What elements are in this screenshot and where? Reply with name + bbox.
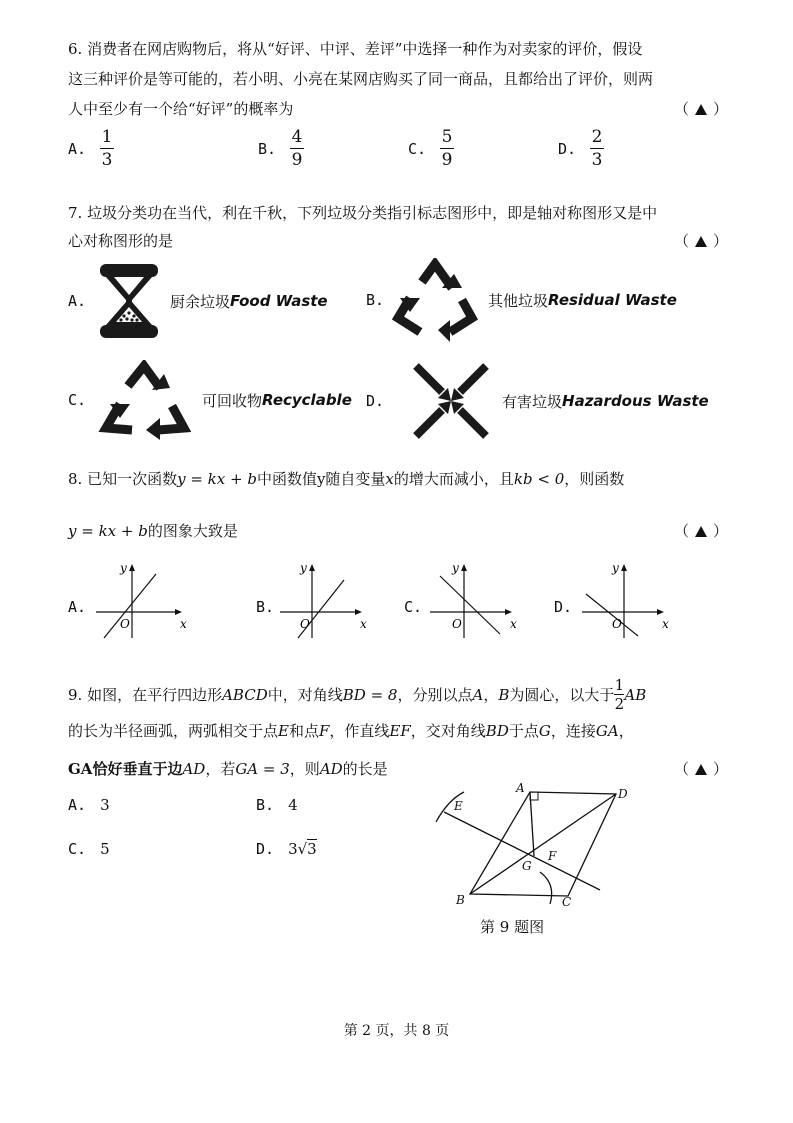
q7-option-d-cn: 有害垃圾 [502,392,563,411]
svg-text:F: F [548,849,557,863]
q6-option-a[interactable]: A. $\frac{1}{3}$ [68,127,113,170]
svg-text:O: O [452,617,462,631]
q7-option-c-en: Recyclable [262,391,352,409]
q6-option-b[interactable]: B. $\frac{4}{9}$ [258,127,303,170]
q9-option-b[interactable]: B. 4 [256,796,298,814]
q8-answer-mark: （ ） [673,522,728,540]
q8-graph-a [92,560,192,640]
svg-text:O: O [120,617,130,631]
q9-option-d-radical: 3√3 [288,840,317,858]
q8-line-1: 8. 已知一次函数y = kx + b中函数值y随自变量x的增大而减小，且kb < 0，则函数 [68,470,625,488]
q6-option-d[interactable]: D. $\frac{2}{3}$ [558,127,603,170]
triangle-icon [695,526,707,537]
svg-text:x: x [180,617,187,631]
q7-option-b[interactable]: B. 其他垃圾 Residual Waste [366,258,677,342]
svg-text:y: y [120,561,127,575]
q7-option-b-en: Residual Waste [548,291,677,309]
q7-line-1: 7. 垃圾分类功在当代，利在千秋，下列垃圾分类指引标志图形中，即是轴对称图形又是中 [68,204,658,222]
q6-option-a-fraction: $\frac{1}{3}$ [101,127,113,170]
q6-line-3 [68,96,728,122]
q6-line-1: 6. 消费者在网店购物后，将从“好评、中评、差评”中选择一种作为对卖家的评价，假设 [68,40,643,58]
q6-option-d-fraction: $\frac{2}{3}$ [591,127,603,170]
svg-text:A: A [516,781,525,795]
q6-option-c-fraction: $\frac{5}{9}$ [441,127,453,170]
q9-parallelogram-figure [430,780,630,910]
triangle-icon [695,236,707,247]
q6-answer-mark: （ ） [673,100,728,118]
q8-line-2: y = kx + b的图象大致是 （ ） [68,518,728,544]
q9-option-c[interactable]: C. 5 [68,840,110,858]
svg-text:O: O [612,617,622,631]
svg-text:y: y [300,561,307,575]
food-waste-hourglass-icon [98,262,160,340]
q7-option-a-cn: 厨余垃圾 [170,292,231,311]
svg-text:x: x [510,617,517,631]
q9-figure-caption: 第 9 题图 [480,918,545,936]
q8-equation: y = kx + b [177,470,257,488]
svg-text:O: O [300,617,310,631]
svg-text:C: C [562,895,572,909]
q9-answer-mark: （ ） [673,760,728,778]
q9-line-2: 的长为半径画弧，两弧相交于点E和点F，作直线EF，交对角线BD于点G，连接GA， [68,722,634,740]
q6-line-3-text: 人中至少有一个给“好评”的概率为 [68,100,294,118]
hazardous-waste-cross-icon [412,362,490,440]
q7-option-c-cn: 可回收物 [202,391,263,410]
q9-fraction-half: $\frac{1}{2}$ [614,676,625,713]
svg-text:y: y [612,561,619,575]
q8-graph-b [276,560,376,640]
triangle-icon [695,764,707,775]
q7-answer-mark: （ ） [673,232,728,250]
q7-option-a-en: Food Waste [230,292,328,310]
q8-graph-c [426,560,526,640]
q7-option-a[interactable]: A. 厨余垃圾 Food Waste [68,262,328,340]
q9-line-1: 9. 如图，在平行四边形 ABCD 中，对角线 BD = 8 ，分别以点 A ， B 为圆心，以大于 $\frac{1}{2}$ AB [68,676,647,713]
q7-option-d[interactable]: D. 有害垃圾 Hazardous Waste [366,362,709,440]
q8-condition: kb < 0 [513,470,565,488]
residual-waste-arrows-icon [392,258,478,342]
svg-text:D: D [618,787,628,801]
q7-option-b-cn: 其他垃圾 [488,291,549,310]
q9-option-a[interactable]: A. 3 [68,796,110,814]
svg-text:y: y [452,561,459,575]
q9-line-3: GA恰好垂直于边AD，若GA = 3，则AD的长是 （ ） [68,756,728,782]
svg-text:B: B [456,893,465,907]
q7-option-c[interactable]: C. 可回收物 Recyclable [68,360,352,440]
q6-line-2: 这三种评价是等可能的，若小明、小亮在某网店购买了同一商品，且都给出了评价，则两 [68,70,654,88]
triangle-icon [695,104,707,115]
q9-option-d[interactable]: D. 3√3 [256,840,317,858]
page-footer: 第 2 页，共 8 页 [343,1023,450,1039]
svg-text:E: E [454,799,463,813]
svg-text:x: x [360,617,367,631]
svg-text:G: G [522,859,532,873]
q7-line-2 [68,228,728,254]
q6-option-c[interactable]: C. $\frac{5}{9}$ [408,127,453,170]
q6-option-b-fraction: $\frac{4}{9}$ [291,127,303,170]
svg-text:x: x [662,617,669,631]
q8-graph-d [578,560,678,640]
q7-line-2-text: 心对称图形的是 [68,232,174,250]
recyclable-triangle-icon [98,360,192,440]
q7-option-d-en: Hazardous Waste [562,392,709,410]
